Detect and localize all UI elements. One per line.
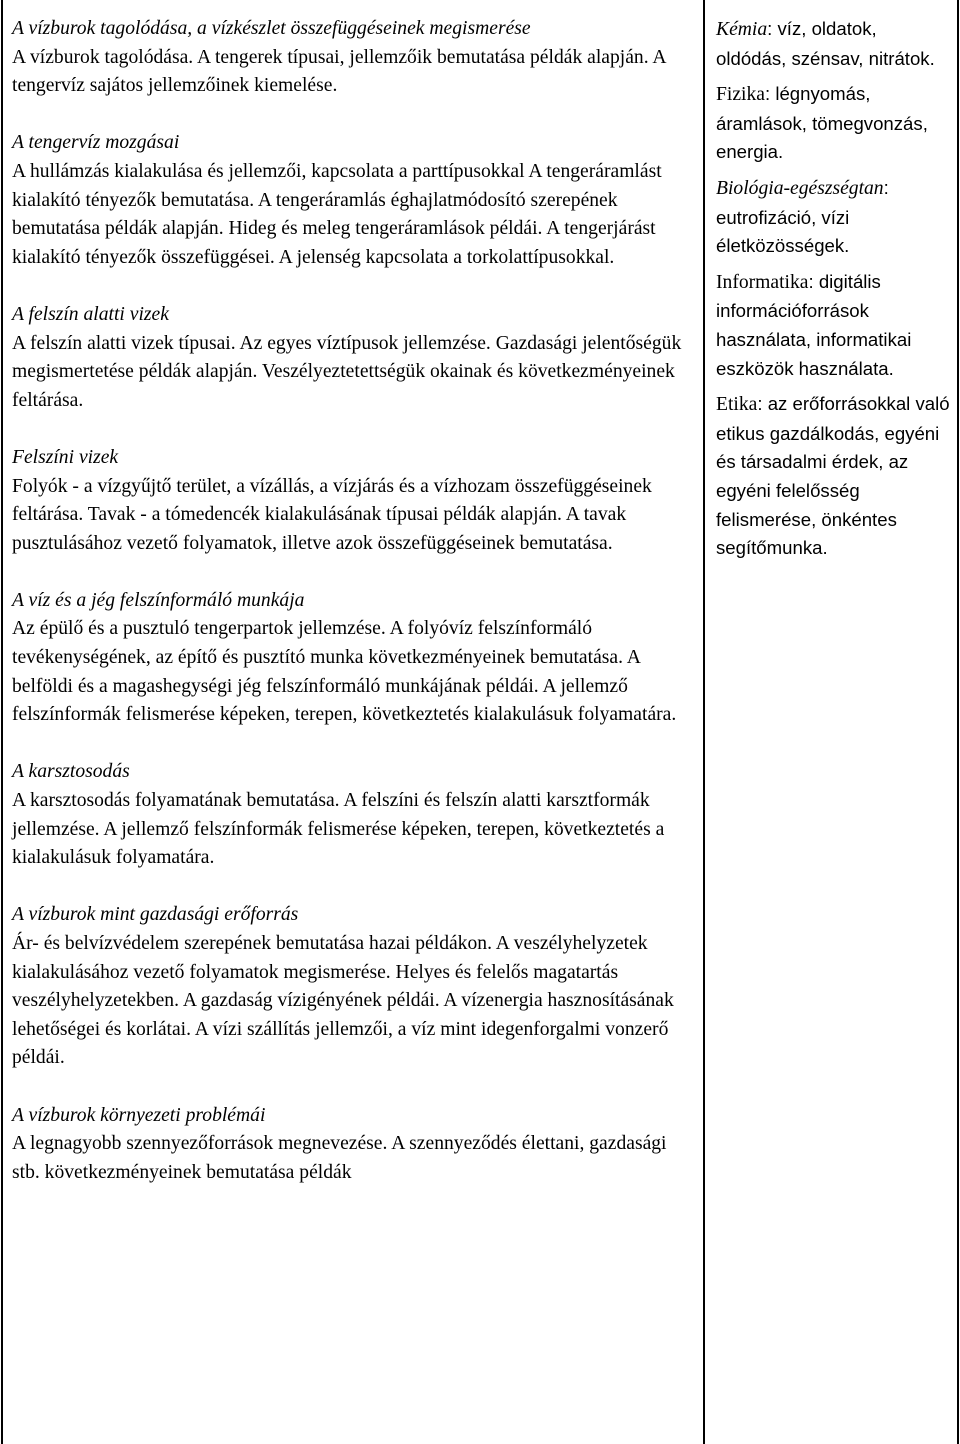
content-column bbox=[12, 15, 696, 1216]
section-heading: A víz és a jég felszínformáló munkája bbox=[12, 589, 305, 611]
connections-column bbox=[716, 15, 952, 570]
section-body: A felszín alatti vizek típusai. Az egyes víztípusok jellemzése. Gazdasági jelentőségük megismertetése példák alapján. Veszélyeztetettségük okainak és következményeinek feltárása. bbox=[12, 332, 682, 411]
section-body: A legnagyobb szennyezőforrások megnevezése. A szennyeződés élettani, gazdasági stb. következményeinek bemutatása példák bbox=[12, 1133, 667, 1183]
section-body: A vízburok tagolódása. A tengerek típusai, jellemzőik bemutatása példák alapján. A tengervíz sajátos jellemzőinek kiemelése. bbox=[12, 46, 666, 97]
table-border-middle bbox=[703, 0, 705, 1444]
section-body: A hullámzás kialakulása és jellemzői, kapcsolata a parttípusokkal A tengeráramlást kialakító tényezők bemutatása. A tengeráramlás éghajlatmódosító szerepének bemutatása példák alapján. Hideg és meleg tengeráramlások példái. A tengerjárást kialakító tényezők összefüggései. A jelenség kapcsolata a torkolattípusokkal. bbox=[12, 160, 662, 268]
table-border-left bbox=[1, 0, 3, 1444]
connection-text: : víz, oldatok, oldódás, szénsav, nitrátok. bbox=[716, 18, 935, 69]
connection-subject: Kémia bbox=[716, 19, 768, 40]
connection-ethics bbox=[716, 390, 952, 563]
section-body: A karsztosodás folyamatának bemutatása. A felszíni és felszín alatti karsztformák jellemzése. A jellemző felszínformák felismerése képeken, terepen, következtetés a kialakulásuk folyamatára. bbox=[12, 790, 665, 869]
section-surface-waters bbox=[12, 444, 696, 558]
section-economic-resource bbox=[12, 901, 696, 1073]
section-body: Ár- és belvízvédelem szerepének bemutatása hazai példákon. A veszélyhelyzetek kialakulásához vezető folyamatok megismerése. Helyes és felelős magatartás veszélyhelyzetekben. A gazdaság vízigényének példái. A vízenergia hasznosításának lehetőségei és korlátai. A vízi szállítás jellemzői, a víz mint idegenforgalmi vonzerő példái. bbox=[12, 933, 674, 1069]
section-groundwater bbox=[12, 301, 696, 415]
section-heading: Felszíni vizek bbox=[12, 446, 119, 468]
section-karst bbox=[12, 758, 696, 872]
connection-text: : légnyomás, áramlások, tömegvonzás, energia. bbox=[716, 83, 928, 163]
section-sea-movements bbox=[12, 129, 696, 272]
section-heading: A karsztosodás bbox=[12, 761, 130, 783]
connection-subject: Etika bbox=[716, 394, 758, 416]
connection-text: : eutrofizáció, vízi életközösségek. bbox=[716, 176, 889, 257]
connection-subject: Informatika bbox=[716, 271, 809, 293]
connection-informatics bbox=[716, 268, 952, 383]
connection-text: : az erőforrásokkal való etikus gazdálkodás, egyéni és társadalmi érdek, az egyéni felelősség felismerése, önkéntes segítőmunka. bbox=[716, 393, 950, 559]
section-heading: A vízburok mint gazdasági erőforrás bbox=[12, 904, 299, 926]
section-heading: A felszín alatti vizek bbox=[12, 303, 169, 325]
section-environmental-problems bbox=[12, 1102, 696, 1188]
connection-biology bbox=[716, 174, 952, 261]
section-erosion bbox=[12, 587, 696, 730]
section-body: Az épülő és a pusztuló tengerpartok jellemzése. A folyóvíz felszínformáló tevékenységének, az építő és pusztító munka következményeinek bemutatása. A belföldi és a magashegységi jég felszínformáló munkájának példái. A jellemző felszínformák felismerése képeken, terepen, következtetés kialakulásuk folyamatára. bbox=[12, 618, 677, 726]
section-heading: A tengervíz mozgásai bbox=[12, 132, 180, 154]
connection-physics bbox=[716, 80, 952, 167]
connection-text: : digitális információforrások használata, informatikai eszközök használata. bbox=[716, 270, 912, 379]
table-border-right bbox=[957, 0, 959, 1444]
section-water-sphere bbox=[12, 15, 696, 101]
connection-subject: Fizika bbox=[716, 84, 765, 106]
connection-chemistry bbox=[716, 15, 952, 73]
section-heading: A vízburok környezeti problémái bbox=[12, 1104, 266, 1126]
connection-subject: Biológia-egészségtan bbox=[716, 177, 884, 199]
section-body: Folyók - a vízgyűjtő terület, a vízállás, a vízjárás és a vízhozam összefüggéseinek feltárása. Tavak - a tómedencék kialakulásának típusai példák alapján. A tavak pusztulásához vezető folyamatok, illetve azok összefüggéseinek bemutatása. bbox=[12, 475, 652, 554]
section-heading: A vízburok tagolódása, a vízkészlet összefüggéseinek megismerése bbox=[12, 18, 531, 39]
